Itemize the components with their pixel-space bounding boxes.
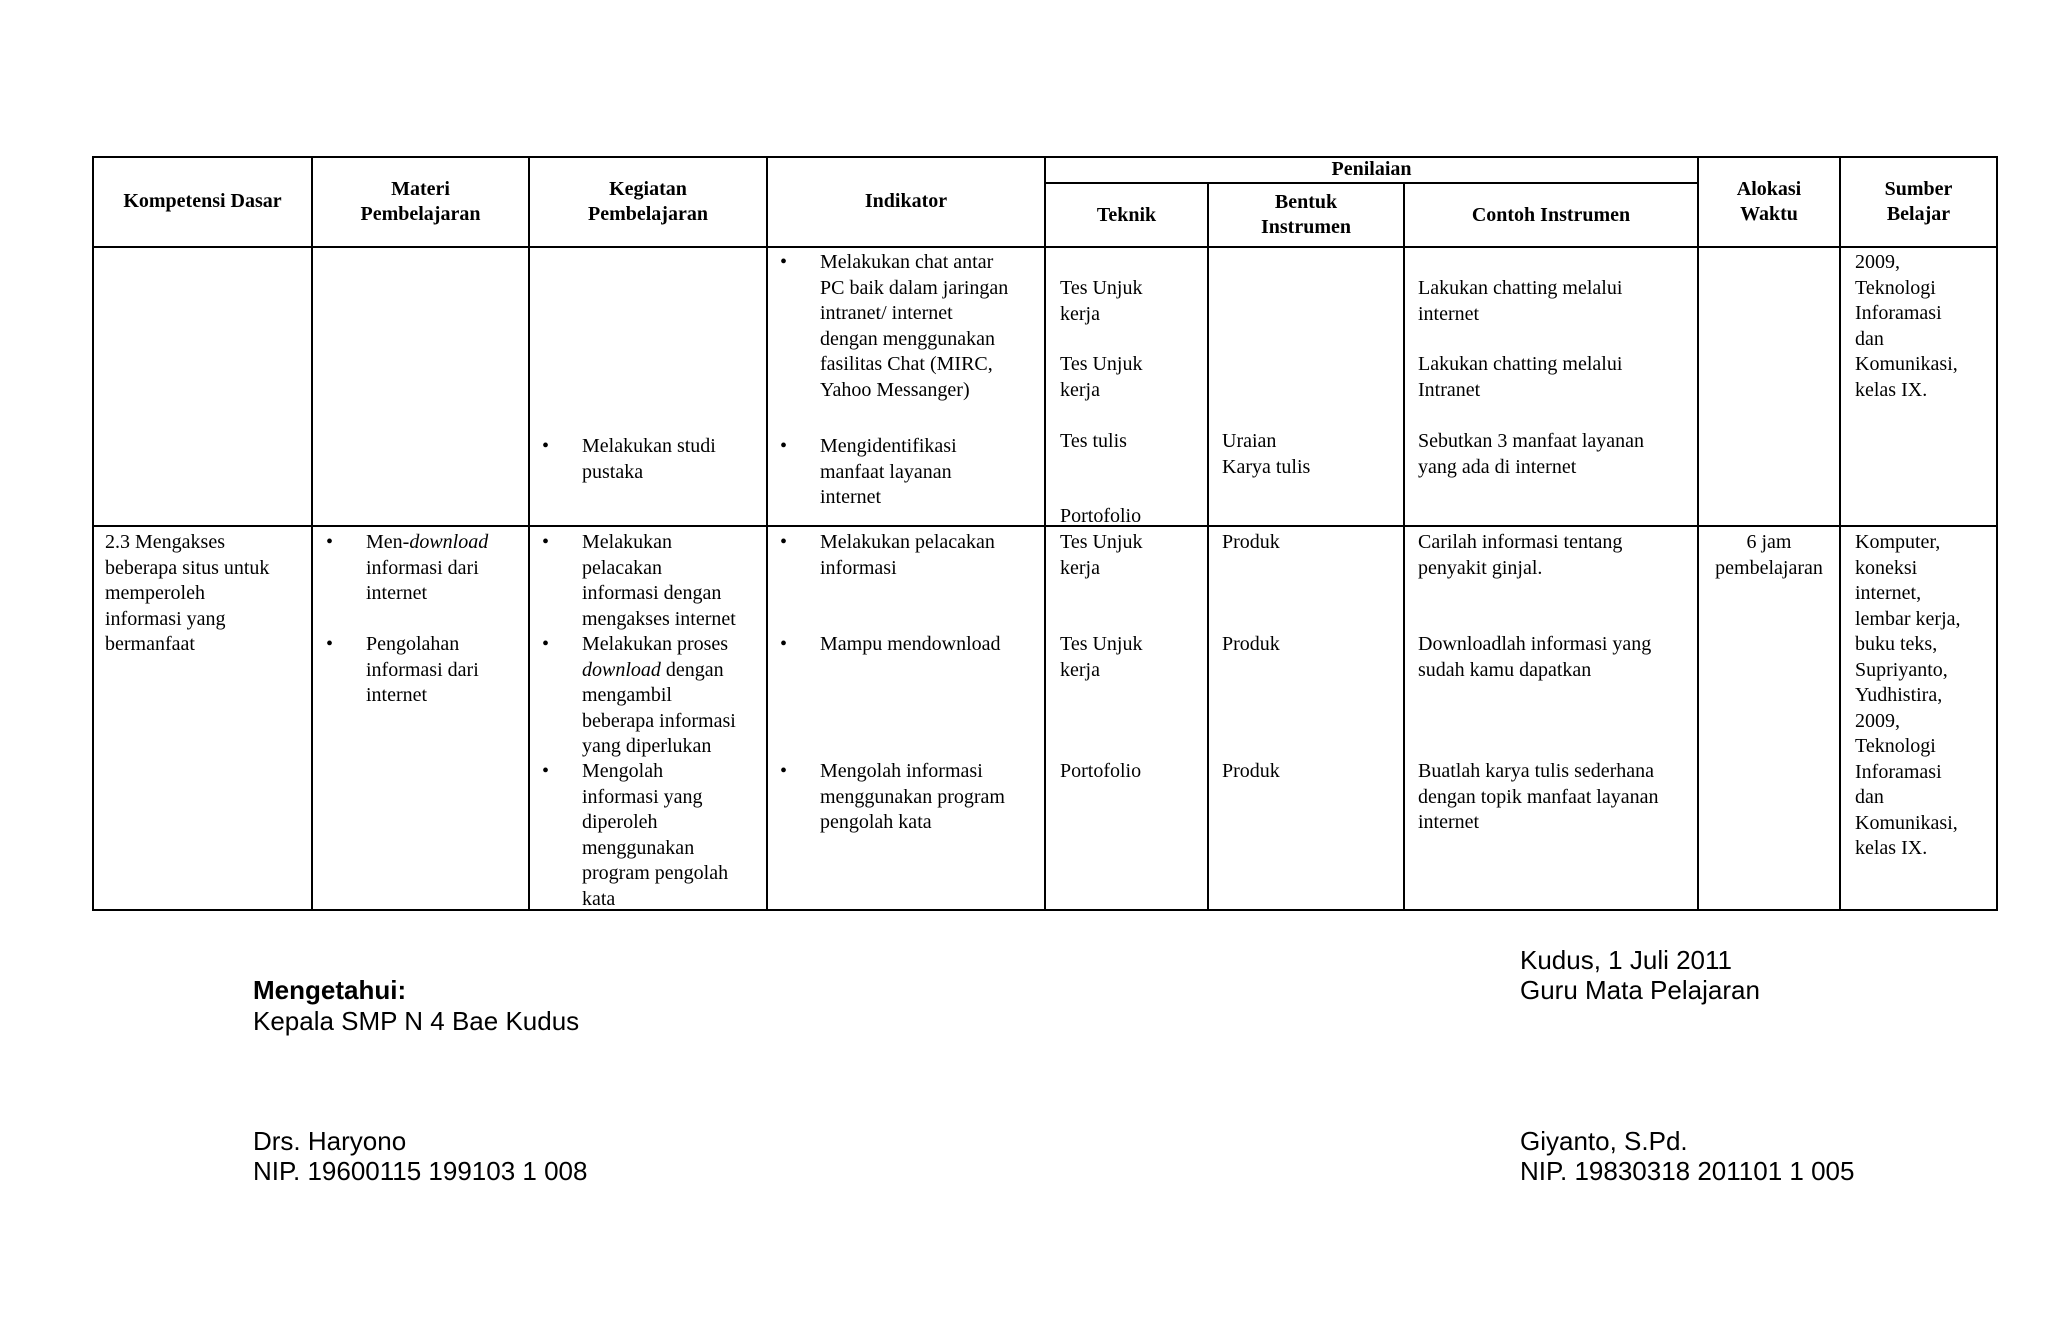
- text-line: kerja: [1060, 378, 1100, 401]
- bentuk-entry: [1222, 429, 1310, 480]
- header-sumber-line1: Sumber: [1884, 178, 1953, 200]
- text-line: Tes Unjuk: [1060, 531, 1143, 553]
- text-line: program pengolah: [582, 862, 729, 884]
- text-line: pelacakan: [582, 556, 662, 579]
- text-line: Komunikasi,: [1855, 811, 1958, 834]
- text-line: Teknologi: [1855, 735, 1936, 757]
- text-line: bermanfaat: [105, 633, 195, 655]
- text-line: menggunakan program: [820, 785, 1005, 808]
- text-line: Tes Unjuk: [1060, 633, 1143, 655]
- bentuk-entry: Produk: [1222, 531, 1280, 553]
- text-line: Teknologi: [1855, 276, 1936, 299]
- text-line: informasi yang: [582, 785, 703, 808]
- text-line: • Mengolah: [582, 760, 664, 782]
- text-line: manfaat layanan: [820, 460, 952, 483]
- text-line: fasilitas Chat (MIRC,: [820, 353, 993, 375]
- text-line: Supriyanto,: [1855, 658, 1948, 681]
- list-item: [582, 530, 736, 632]
- text-line: informasi dengan: [582, 582, 722, 604]
- contoh-entry: [1418, 429, 1644, 480]
- teknik-entry: [1060, 530, 1142, 581]
- text-line: kata: [582, 887, 616, 910]
- text-line: sudah kamu dapatkan: [1418, 658, 1592, 681]
- text-line: • Melakukan proses: [582, 633, 729, 655]
- text-line: Yudhistira,: [1855, 684, 1943, 706]
- list-item: [820, 434, 957, 511]
- header-contoh-instrumen: Contoh Instrumen: [1471, 204, 1631, 226]
- text-fragment: dengan: [660, 658, 724, 681]
- bentuk-entry: Produk: [1222, 760, 1280, 782]
- text-line: memperoleh: [105, 582, 205, 604]
- header-indikator: Indikator: [864, 190, 948, 212]
- header-penilaian: Penilaian: [1331, 158, 1412, 180]
- text-line: kerja: [1060, 302, 1100, 325]
- contoh-entry: [1418, 759, 1658, 836]
- text-line: kelas IX.: [1855, 837, 1928, 859]
- bentuk-entry: Produk: [1222, 633, 1280, 655]
- text-line: internet: [1418, 302, 1480, 325]
- text-line: pengolah kata: [820, 811, 932, 833]
- text-line: Inforamasi: [1855, 760, 1942, 783]
- text-line: Yahoo Messanger): [820, 378, 970, 401]
- list-item: [582, 632, 736, 760]
- header-kegiatan-line1: Kegiatan: [609, 178, 687, 200]
- text-line: menggunakan: [582, 836, 695, 859]
- signature-right-nip: NIP. 19830318 201101 1 005: [1520, 1156, 1855, 1186]
- text-line: informasi yang: [105, 607, 226, 630]
- text-line: • Mengidentifikasi: [820, 435, 957, 457]
- text-line: informasi dari: [366, 556, 479, 579]
- teknik-entry: Portofolio: [1060, 760, 1142, 782]
- text-line: Tes Unjuk: [1060, 353, 1143, 375]
- text-line: beberapa situs untuk: [105, 556, 270, 579]
- header-kompetensi-dasar: Kompetensi Dasar: [123, 190, 282, 212]
- text-line: • Mampu mendownload: [820, 633, 1001, 655]
- contoh-entry: [1418, 276, 1622, 327]
- header-sumber-line2: Belajar: [1886, 203, 1951, 225]
- signature-left-nip: NIP. 19600115 199103 1 008: [253, 1156, 588, 1186]
- list-item: [820, 632, 1001, 658]
- text-line: Karya tulis: [1222, 455, 1311, 478]
- signature-right-place-date: Kudus, 1 Juli 2011: [1520, 945, 1732, 975]
- text-line: [582, 658, 736, 684]
- text-line: internet: [820, 486, 882, 508]
- text-line: • Mengolah informasi: [820, 760, 983, 782]
- text-line: kerja: [1060, 556, 1100, 579]
- text-line: Carilah informasi tentang: [1418, 531, 1623, 553]
- text-line: internet: [1418, 811, 1480, 833]
- text-line: [366, 530, 488, 556]
- text-line: Intranet: [1418, 378, 1481, 401]
- list-item: [820, 759, 1005, 836]
- text-line: kelas IX.: [1855, 378, 1928, 401]
- text-line: dan: [1855, 327, 1884, 350]
- text-line: PC baik dalam jaringan: [820, 276, 1009, 299]
- text-line: dengan menggunakan: [820, 327, 995, 350]
- sumber-entry: [1855, 530, 1961, 862]
- text-line: Komputer,: [1855, 531, 1941, 553]
- contoh-entry: [1418, 530, 1622, 581]
- alokasi-waktu: [1698, 530, 1840, 581]
- text-line: Lakukan chatting melalui: [1418, 353, 1623, 375]
- teknik-entry: Tes tulis: [1060, 430, 1127, 452]
- list-item: [582, 759, 728, 912]
- text-line: internet: [366, 582, 428, 604]
- list-item: [582, 434, 716, 485]
- header-materi: [312, 177, 529, 227]
- text-line: yang diperlukan: [582, 735, 712, 757]
- text-line: Inforamasi: [1855, 302, 1942, 324]
- text-line: kerja: [1060, 658, 1100, 681]
- text-line: Tes Unjuk: [1060, 277, 1143, 299]
- signature-right-name: Giyanto, S.Pd.: [1520, 1126, 1688, 1156]
- text-line: mengakses internet: [582, 607, 736, 630]
- header-alokasi: [1698, 177, 1840, 227]
- text-line: penyakit ginjal.: [1418, 556, 1543, 579]
- list-item: [820, 530, 995, 581]
- list-item: [366, 530, 488, 607]
- header-kegiatan-line2: Pembelajaran: [588, 203, 708, 225]
- kompetensi-dasar-text: [105, 530, 269, 658]
- header-sumber: [1840, 177, 1997, 227]
- teknik-entry: [1060, 352, 1142, 403]
- header-teknik: Teknik: [1096, 204, 1157, 226]
- header-bentuk: [1208, 190, 1404, 240]
- text-line: informasi: [820, 556, 897, 579]
- sumber-entry: [1855, 250, 1958, 403]
- text-line: pustaka: [582, 460, 644, 483]
- list-item: [366, 632, 479, 709]
- text-line: mengambil: [582, 684, 672, 706]
- text-line: internet: [366, 684, 428, 706]
- text-line: Sebutkan 3 manfaat layanan: [1418, 430, 1645, 452]
- text-line: intranet/ internet: [820, 302, 953, 324]
- text-line: 2.3 Mengakses: [105, 531, 225, 553]
- text-line: dan: [1855, 786, 1884, 808]
- header-materi-line2: Pembelajaran: [360, 203, 481, 225]
- text-line: • Pengolahan: [366, 633, 460, 655]
- text-line: Uraian: [1222, 430, 1277, 452]
- signature-left-label: Mengetahui:: [253, 975, 407, 1005]
- header-alokasi-line2: Waktu: [1740, 203, 1798, 225]
- text-line: beberapa informasi: [582, 709, 736, 732]
- text-line: diperoleh: [582, 811, 658, 833]
- text-line: 6 jam: [1746, 531, 1792, 553]
- text-line: internet,: [1855, 582, 1922, 604]
- contoh-entry: [1418, 632, 1651, 683]
- text-line: 2009,: [1855, 251, 1900, 273]
- text-line: • Melakukan chat antar: [820, 251, 994, 273]
- teknik-entry: Portofolio: [1060, 505, 1142, 527]
- text-fragment: Men-: [366, 531, 410, 553]
- signature-left-name: Drs. Haryono: [253, 1126, 407, 1156]
- text-line: Komunikasi,: [1855, 353, 1958, 375]
- contoh-entry: [1418, 352, 1622, 403]
- text-line: 2009,: [1855, 709, 1900, 732]
- italic-fragment: download: [582, 658, 661, 681]
- text-line: lembar kerja,: [1855, 607, 1961, 630]
- teknik-entry: [1060, 632, 1142, 683]
- header-kegiatan: [529, 177, 767, 227]
- text-line: pembelajaran: [1715, 556, 1823, 579]
- italic-fragment: download: [409, 531, 489, 553]
- text-line: informasi dari: [366, 658, 479, 681]
- header-alokasi-line1: Alokasi: [1736, 178, 1802, 200]
- text-line: • Melakukan: [582, 531, 672, 553]
- list-item: [820, 250, 1008, 403]
- header-materi-line1: Materi: [391, 178, 450, 200]
- text-line: • Melakukan studi: [582, 435, 716, 457]
- text-line: • Melakukan pelacakan: [820, 531, 995, 553]
- text-line: Buatlah karya tulis sederhana: [1418, 760, 1655, 782]
- signature-right-position: Guru Mata Pelajaran: [1520, 975, 1760, 1005]
- text-line: Downloadlah informasi yang: [1418, 633, 1652, 655]
- signature-left-position: Kepala SMP N 4 Bae Kudus: [253, 1006, 580, 1036]
- text-line: dengan topik manfaat layanan: [1418, 785, 1659, 808]
- text-line: Lakukan chatting melalui: [1418, 277, 1623, 299]
- text-line: koneksi: [1855, 556, 1918, 579]
- header-bentuk-line1: Bentuk: [1274, 191, 1338, 213]
- text-line: yang ada di internet: [1418, 455, 1577, 478]
- text-line: buku teks,: [1855, 633, 1938, 655]
- header-bentuk-line2: Instrumen: [1260, 216, 1351, 238]
- teknik-entry: [1060, 276, 1142, 327]
